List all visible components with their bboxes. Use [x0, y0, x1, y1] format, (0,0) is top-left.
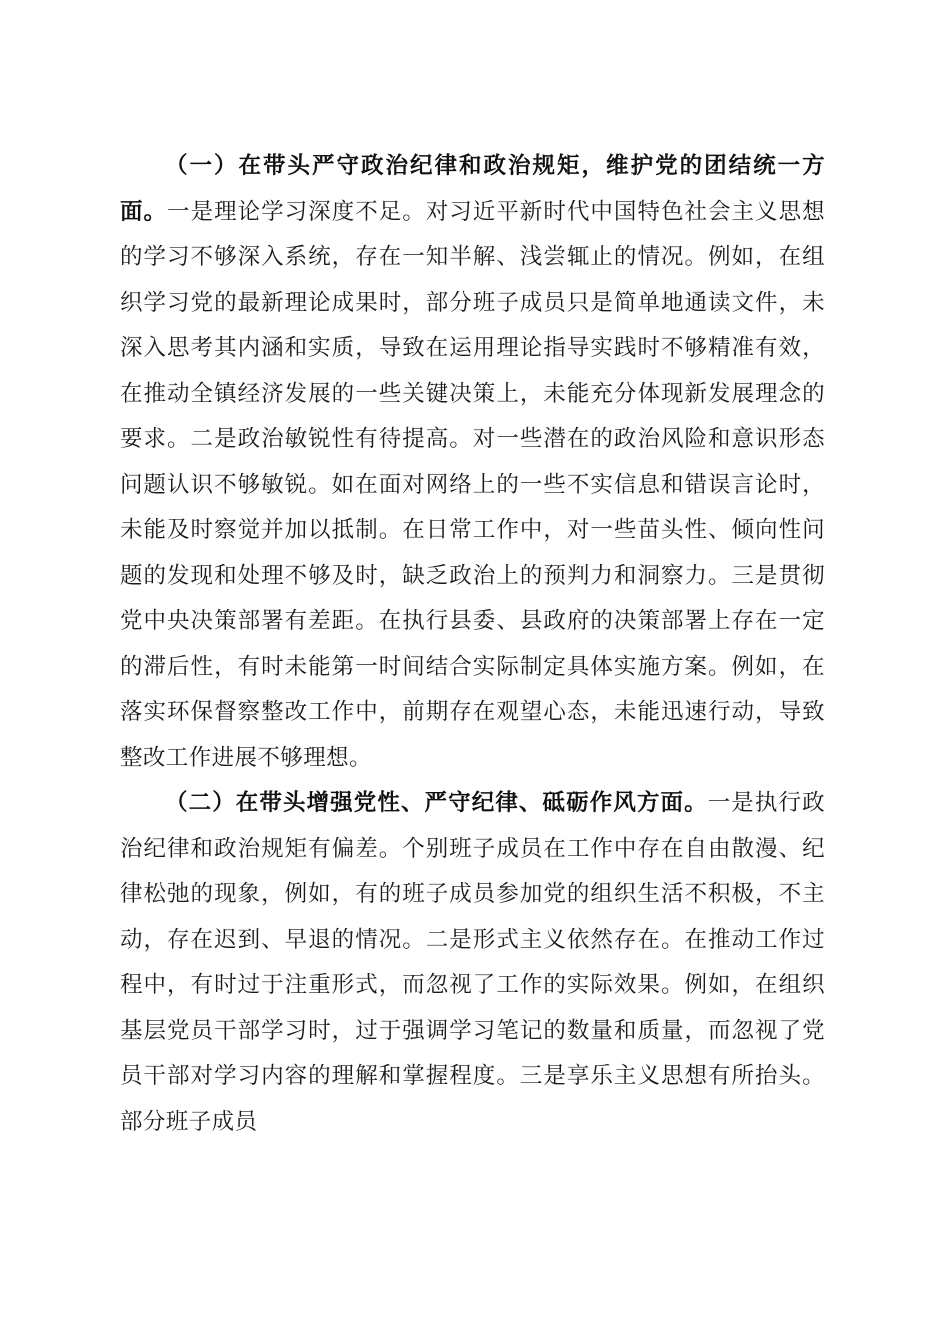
paragraph-section-1 [120, 144, 825, 781]
section-2-body: 一是执行政治纪律和政治规矩有偏差。个别班子成员在工作中存在自由散漫、纪律松弛的现象，例如，有的班子成员参加党的组织生活不积极，不主动，存在迟到、早退的情况。二是形式主义依然存在。在推动工作过程中，有时过于注重形式，而忽视了工作的实际效果。例如，在组织基层党员干部学习时，过于强调学习笔记的数量和质量，而忽视了党员干部对学习内容的理解和掌握程度。三是享乐主义思想有所抬头。部分班子成员 [120, 790, 825, 1135]
section-2-heading: （二）在带头增强党性、严守纪律、砥砺作风方面。 [165, 790, 708, 816]
paragraph-section-2 [120, 781, 825, 1145]
section-1-body: 一是理论学习深度不足。对习近平新时代中国特色社会主义思想的学习不够深入系统，存在一知半解、浅尝辄止的情况。例如，在组织学习党的最新理论成果时，部分班子成员只是简单地通读文件，未深入思考其内涵和实质，导致在运用理论指导实践时不够精准有效，在推动全镇经济发展的一些关键决策上，未能充分体现新发展理念的要求。二是政治敏锐性有待提高。对一些潜在的政治风险和意识形态问题认识不够敏锐。如在面对网络上的一些不实信息和错误言论时，未能及时察觉并加以抵制。在日常工作中，对一些苗头性、倾向性问题的发现和处理不够及时，缺乏政治上的预判力和洞察力。三是贯彻党中央决策部署有差距。在执行县委、县政府的决策部署上存在一定的滞后性，有时未能第一时间结合实际制定具体实施方案。例如，在落实环保督察整改工作中，前期存在观望心态，未能迅速行动，导致整改工作进展不够理想。 [120, 198, 825, 771]
document-page [120, 144, 825, 1145]
section-1-heading: （一）在带头严守政治纪律和政治规矩，维护党的团结统一方面。 [120, 153, 825, 225]
